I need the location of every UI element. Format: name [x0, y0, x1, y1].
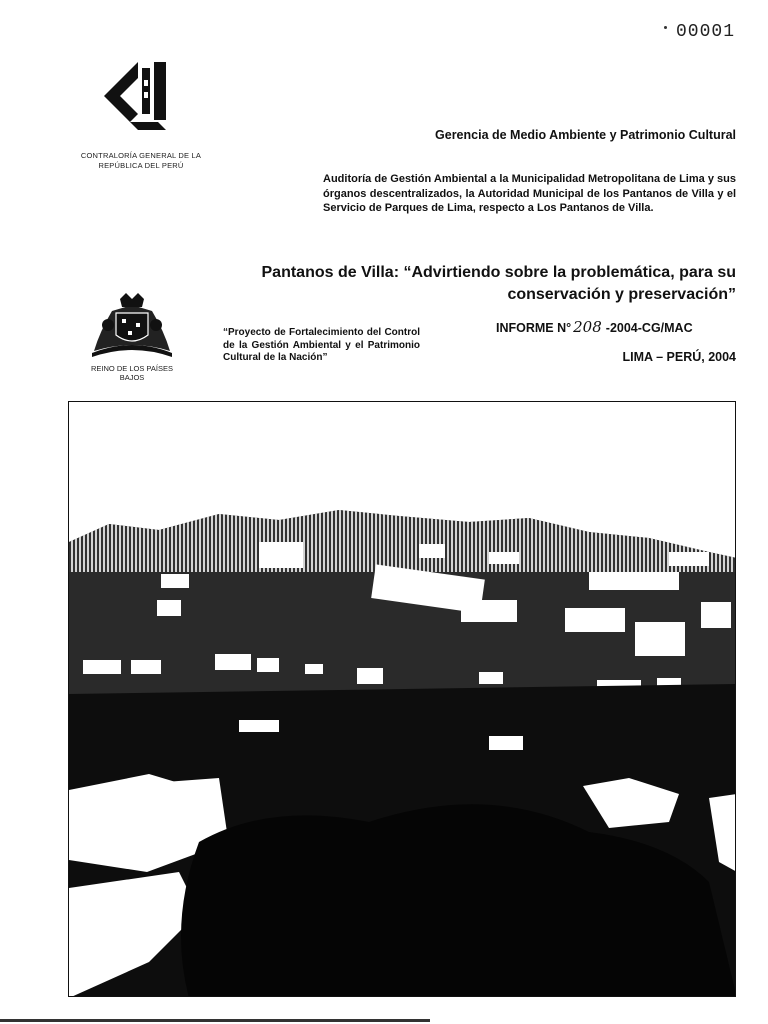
report-number	[496, 318, 693, 336]
scan-mark	[664, 26, 667, 29]
report-title-line-1: Pantanos de Villa: “Advirtiendo sobre la problemática, para su	[261, 264, 736, 281]
report-title-line-2: conservación y preservación”	[507, 286, 736, 303]
report-handwritten-number: 208	[573, 318, 602, 336]
report-suffix: -2004-CG/MAC	[605, 321, 693, 335]
netherlands-coat-of-arms	[86, 291, 178, 361]
contraloria-logo	[96, 62, 172, 138]
place-and-year: LIMA – PERÚ, 2004	[622, 350, 736, 364]
scan-edge	[0, 1019, 430, 1022]
page-number: 00001	[676, 22, 736, 42]
institution-name: CONTRALORÍA GENERAL DE LA REPÚBLICA DEL PERÚ	[80, 151, 202, 170]
report-title	[180, 262, 736, 306]
department-name: Gerencia de Medio Ambiente y Patrimonio Cultural	[435, 128, 736, 142]
project-name: “Proyecto de Fortalecimiento del Control de la Gestión Ambiental y el Patrimonio Cultural de la Nación”	[223, 327, 420, 363]
report-prefix: INFORME N°	[496, 321, 572, 335]
partner-name: REINO DE LOS PAÍSES BAJOS	[91, 364, 173, 382]
audit-description: Auditoría de Gestión Ambiental a la Municipalidad Metropolitana de Lima y sus órganos descentralizados, la Autoridad Municipal de los Pantanos de Villa y el Servicio de Parques de Lima, respecto a Los Pantanos de Villa.	[323, 173, 736, 214]
cover-photo-wetlands	[68, 401, 736, 997]
